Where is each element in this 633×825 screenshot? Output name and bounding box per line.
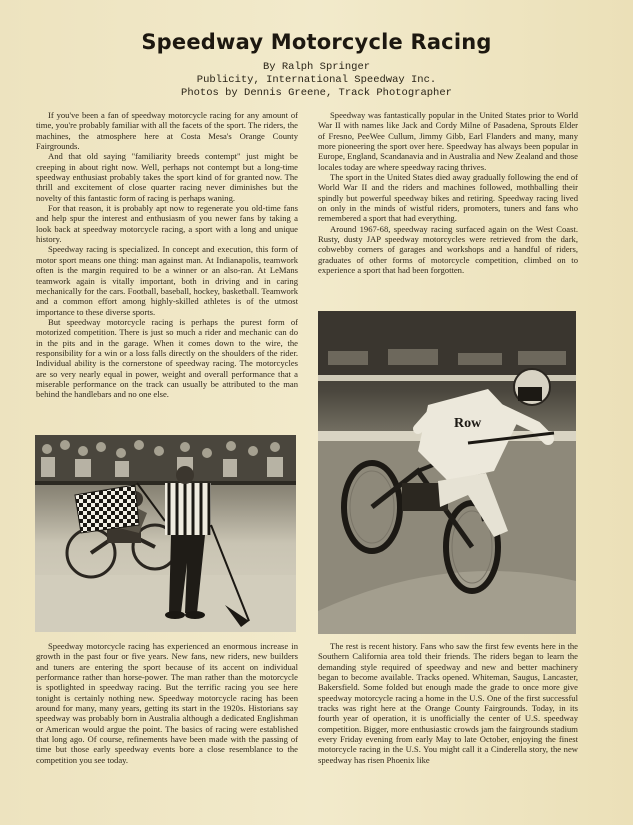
right-column-bottom-text: [318, 641, 578, 816]
paragraph: The rest is recent history. Fans who saw the first few events here in the Southern California area told their friends. The riders began to learn the demanding style required of speedway and new and better machinery began to become available. Tracks opened. Whiteman, Saugus, Lancaster, Bakersfield. Some folded but enough made the grade to once more give speedway motorcycle racing a home in the U.S. One of the first successful tracks was right here at the Orange County Fairgrounds. Today, in its fourth year of operation, it is unofficially the center of U.S. speedway competition. Bigger, more enthusiastic crowds jam the fairgrounds stadium every Friday evening from early May to late October, enjoying the finest motorcycle racing in the U.S. You might call it a Cinderella story, the new speedway has risen Phoenix like: [318, 641, 578, 765]
right-column-top-text: [318, 110, 578, 310]
byline-author: By Ralph Springer: [262, 61, 371, 73]
paragraph: If you've been a fan of speedway motorcycle racing for any amount of time, you're probably familiar with all the facets of the sport. The riders, the machines, the atmosphere here at Costa Mesa's Orange County Fairgrounds.: [36, 110, 298, 152]
article-title: Speedway Motorcycle Racing: [141, 30, 492, 54]
paragraph: But speedway motorcycle racing is perhaps the purest form of motorized competition. There is just so much a rider and mechanic can do in the pits and in the garage. When it comes down to the wire, the responsibility for a win or a loss falls directly on the shoulders of the rider. Individual ability is the cornerstone of speedway racing. The motorcycles are so very nearly equal in power, weight and overall performance that a miserable performance on the track can usually be attributed to the man behind the handlebars and no one else.: [36, 316, 298, 400]
paragraph: Speedway racing is specialized. In concept and execution, this form of motor sport means one thing: man against man. At Indianapolis, teamwork often is the margin required to be a winner or an also-ran. At LeMans teamwork again is vitally important, both in driving and in caring mechanically for the cars. Football, baseball, hockey, basketball. Teamwork and a common effort among highly-skilled athletes is of the utmost importance to these diverse sports.: [36, 244, 298, 317]
photo-rider-cornering: [318, 311, 576, 634]
paragraph: Around 1967-68, speedway racing surfaced again on the West Coast. Rusty, dusty JAP speedway motorcycles were retrieved from the dark, cobwebby corners of garages and workshops and a handful of riders, graduates of other forms of motorcycle competition, climbed on to experience a sport that had been forgotten.: [318, 223, 578, 276]
paragraph: Speedway was fantastically popular in the United States prior to World War II with names like Jack and Cordy Milne of Pasadena, Sprouts Elder of Fresno, PeeWee Cullum, Jimmy Gibb, Earl Flanders and many, many more pioneering the sport over here. Speedway has always been popular in Europe, England, Scandanavia and in Australia and New Zealand and those locales today are where speedway racing thrives.: [318, 110, 578, 172]
left-column-top-text: [36, 110, 298, 435]
paragraph: Speedway motorcycle racing has experienced an enormous increase in growth in the past four or five years. New fans, new riders, new builders and tuners are entering the sport because of its accent on individual performance rather than horse-power. The man rather than the motorcycle is spotlighted in speedway racing. But the terrific racing you see here tonight is certainly nothing new. Speedway motorcycle racing has been around for many, many years, getting its start in the 1920s. Historians say speedway was probably born in Australia although a dedicated Englishman or American would argue the point. The basics of racing were established that long ago. Of course, refinements have been made with the passing of time but those early speedway events bore a close resemblance to the competition you see today.: [36, 641, 298, 765]
left-column-bottom-text: [36, 641, 298, 816]
photo-flagman-and-rider: [35, 435, 296, 632]
paragraph: And that old saying "familiarity breeds contempt" just might be creeping in about right now. Well, perhaps not contempt but a long-time speedway enthusiast probably takes the sport kind of for granted now. The thrill and excitement of close quarter racing never diminishes but the novelty of this fantastic form of racing is perhaps waning.: [36, 151, 298, 203]
paragraph: The sport in the United States died away gradually following the end of World War II and the riders and machines followed, mothballing their spindly but powerful speedway bikes and retiring. Speedway racing lived on only in the minds of wistful riders, promoters, tuners and fans who remembered a sport that had everything.: [318, 172, 578, 224]
paragraph: For that reason, it is probably apt now to regenerate you old-time fans and help spur the interest and enthusiasm of you newer fans by taking a look back at speedway motorcycle racing, a sport with a long and unique history.: [36, 203, 298, 245]
byline-photos: Photos by Dennis Greene, Track Photographer: [181, 87, 452, 99]
byline-publicity: Publicity, International Speedway Inc.: [196, 74, 437, 86]
rider-jersey-text: Row: [454, 416, 482, 431]
